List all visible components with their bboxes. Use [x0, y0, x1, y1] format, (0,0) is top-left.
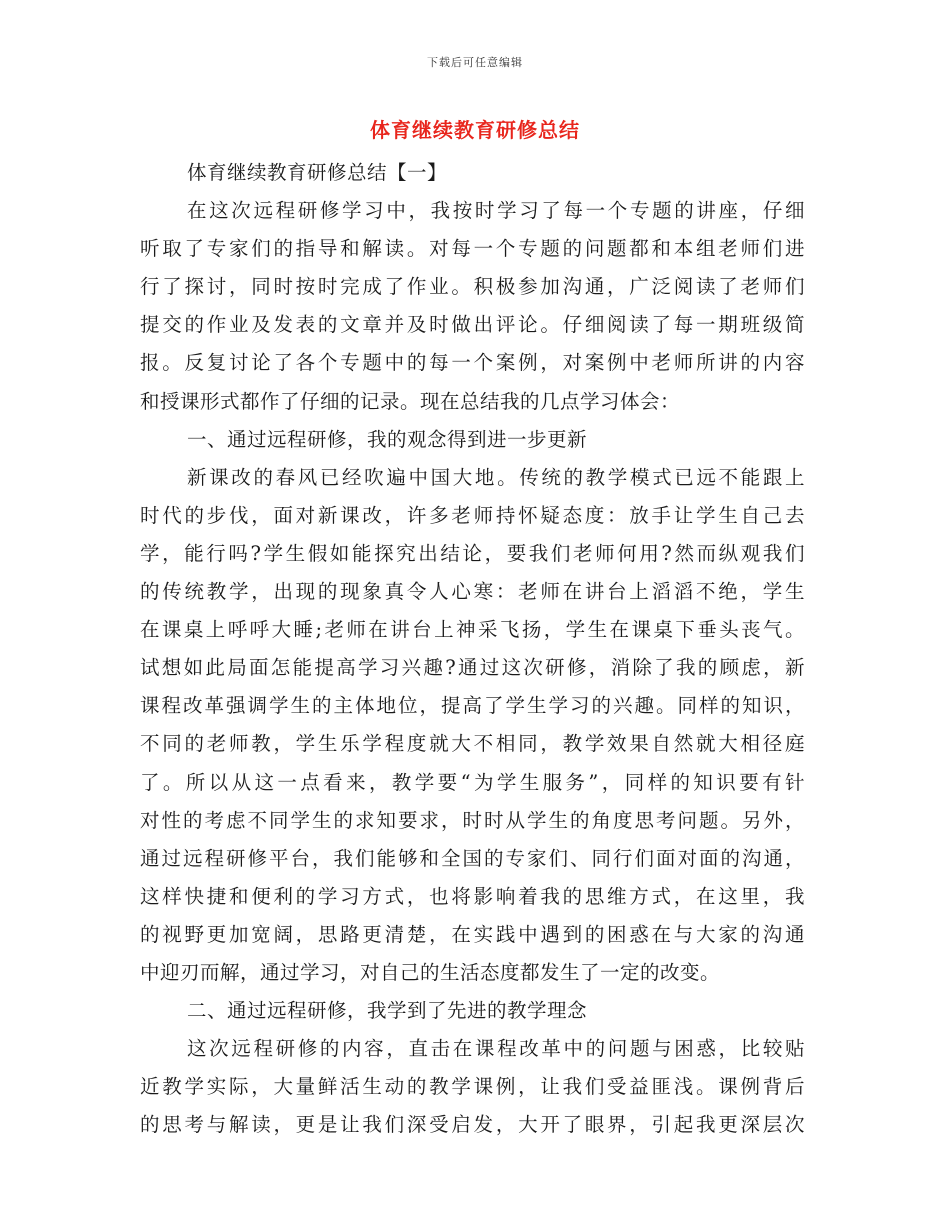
text-line: 在这次远程研修学习中，我按时学习了每一个专题的讲座，仔细	[187, 199, 805, 223]
text-line: 新课改的春风已经吹遍中国大地。传统的教学模式已远不能跟上	[187, 465, 805, 489]
text-line: 体育继续教育研修总结【一】	[187, 161, 448, 184]
document-title: 体育继续教育研修总结	[370, 118, 580, 142]
text-line: 行了探讨，同时按时完成了作业。积极参加沟通，广泛阅读了老师们	[140, 275, 805, 299]
text-line: 在课桌上呼呼大睡;老师在讲台上神采飞扬，学生在课桌下垂头丧气。	[140, 618, 805, 642]
text-line: 这次远程研修的内容，直击在课程改革中的问题与困惑，比较贴	[187, 1037, 805, 1061]
text-line: 听取了专家们的指导和解读。对每一个专题的问题都和本组老师们进	[140, 237, 805, 261]
text-line: 对性的考虑不同学生的求知要求，时时从学生的角度思考问题。另外，	[140, 808, 805, 832]
text-line: 中迎刃而解，通过学习，对自己的生活态度都发生了一定的改变。	[140, 960, 721, 984]
text-line: 近教学实际，大量鲜活生动的教学课例，让我们受益匪浅。课例背后	[140, 1075, 805, 1099]
text-line: 通过远程研修平台，我们能够和全国的专家们、同行们面对面的沟通，	[140, 846, 805, 870]
text-line: 的思考与解读，更是让我们深受启发，大开了眼界，引起我更深层次	[140, 1113, 805, 1137]
text-line: 和授课形式都作了仔细的记录。现在总结我的几点学习体会：	[140, 389, 681, 413]
text-line: 的视野更加宽阔，思路更清楚，在实践中遇到的困惑在与大家的沟通	[140, 922, 805, 946]
header-note: 下载后可任意编辑	[427, 56, 523, 69]
text-line: 学，能行吗?学生假如能探究出结论，要我们老师何用?然而纵观我们	[140, 541, 805, 565]
text-line: 的传统教学，出现的现象真令人心寒：老师在讲台上滔滔不绝，学生	[140, 580, 805, 604]
text-line: 这样快捷和便利的学习方式，也将影响着我的思维方式，在这里，我	[140, 884, 805, 908]
text-line: 课程改革强调学生的主体地位，提高了学生学习的兴趣。同样的知识，	[140, 694, 805, 718]
text-line: 提交的作业及发表的文章并及时做出评论。仔细阅读了每一期班级简	[140, 313, 805, 337]
text-line: 试想如此局面怎能提高学习兴趣?通过这次研修，消除了我的顾虑，新	[140, 656, 805, 680]
text-line: 一、通过远程研修，我的观念得到进一步更新	[187, 427, 588, 451]
text-line: 二、通过远程研修，我学到了先进的教学理念	[187, 999, 588, 1023]
text-line: 报。反复讨论了各个专题中的每一个案例，对案例中老师所讲的内容	[140, 351, 805, 375]
text-line: 了。所以从这一点看来，教学要“为学生服务”，同样的知识要有针	[140, 770, 805, 794]
text-line: 时代的步伐，面对新课改，许多老师持怀疑态度：放手让学生自己去	[140, 503, 805, 527]
document-body	[140, 154, 805, 1144]
text-line: 不同的老师教，学生乐学程度就大不相同，教学效果自然就大相径庭	[140, 732, 805, 756]
